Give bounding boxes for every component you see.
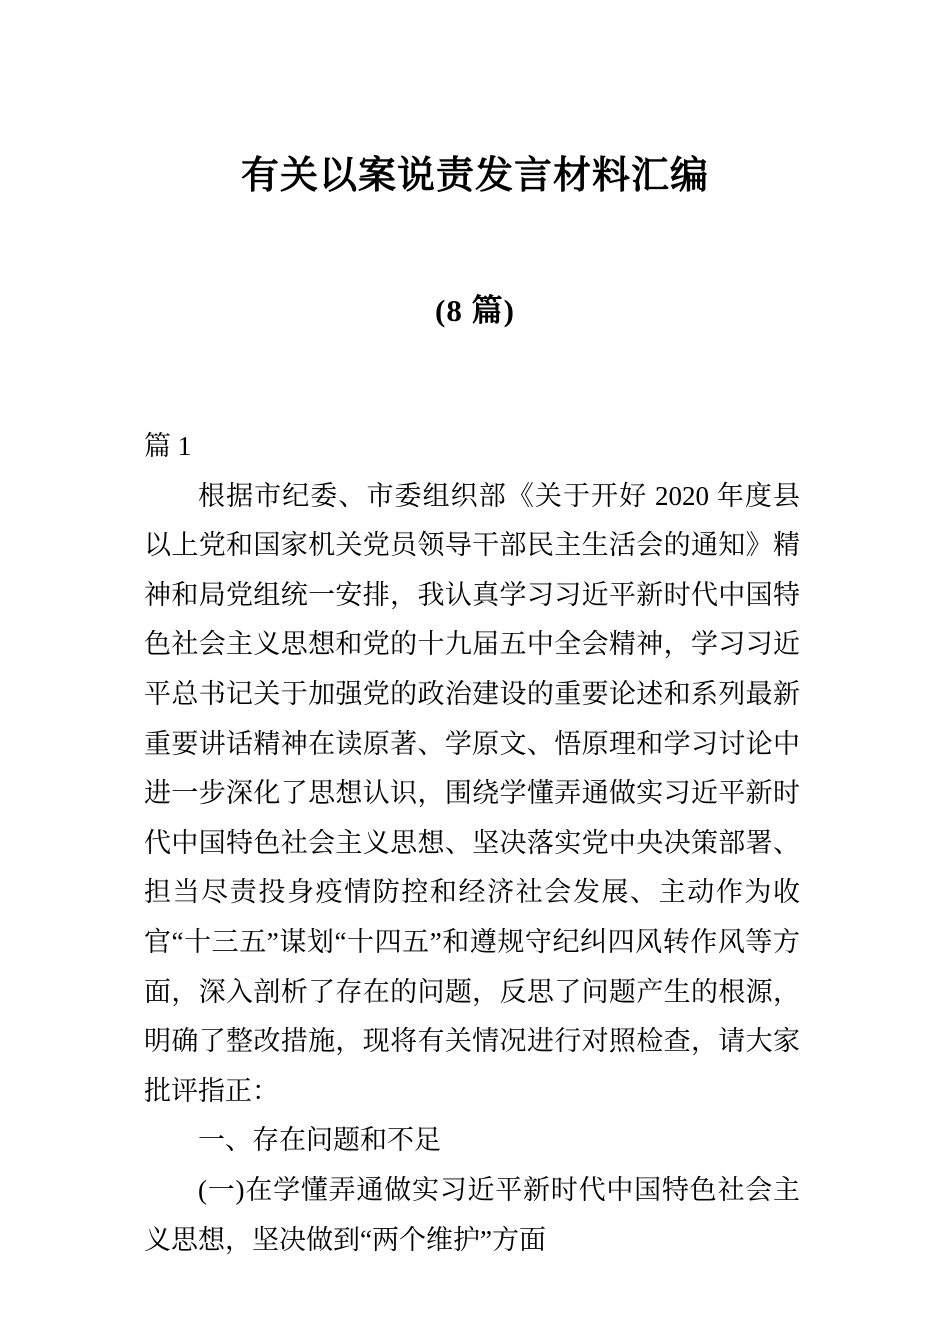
body-paragraph: (一)在学懂弄通做实习近平新时代中国特色社会主义思想，坚决做到“两个维护”方面 (144, 1174, 800, 1255)
document-subtitle: (8 篇) (435, 293, 515, 328)
document-body (144, 422, 800, 1265)
document-title: 有关以案说责发言材料汇编 (240, 155, 709, 197)
piece-label: 篇 1 (144, 431, 192, 461)
section-heading: 一、存在问题和不足 (198, 1125, 441, 1156)
body-paragraph: 根据市纪委、市委组织部《关于开好 2020 年度县以上党和国家机关党员领导干部民主生活会的通知》精神和局党组统一安排，我认真学习习近平新时代中国特色社会主义思想和党的十九届五中全会精神，学习习近平总书记关于加强党的政治建设的重要论述和系列最新重要讲话精神在读原著、学原文、悟原理和学习讨论中进一步深化了思想认识，围绕学懂弄通做实习近平新时代中国特色社会主义思想、坚决落实党中央决策部署、担当尽责投身疫情防控和经济社会发展、主动作为收官“十三五”谋划“十四五”和遵规守纪纠四风转作风等方面，深入剖析了存在的问题，反思了问题产生的根源，明确了整改措施，现将有关情况进行对照检查，请大家批评指正： (144, 480, 800, 1106)
